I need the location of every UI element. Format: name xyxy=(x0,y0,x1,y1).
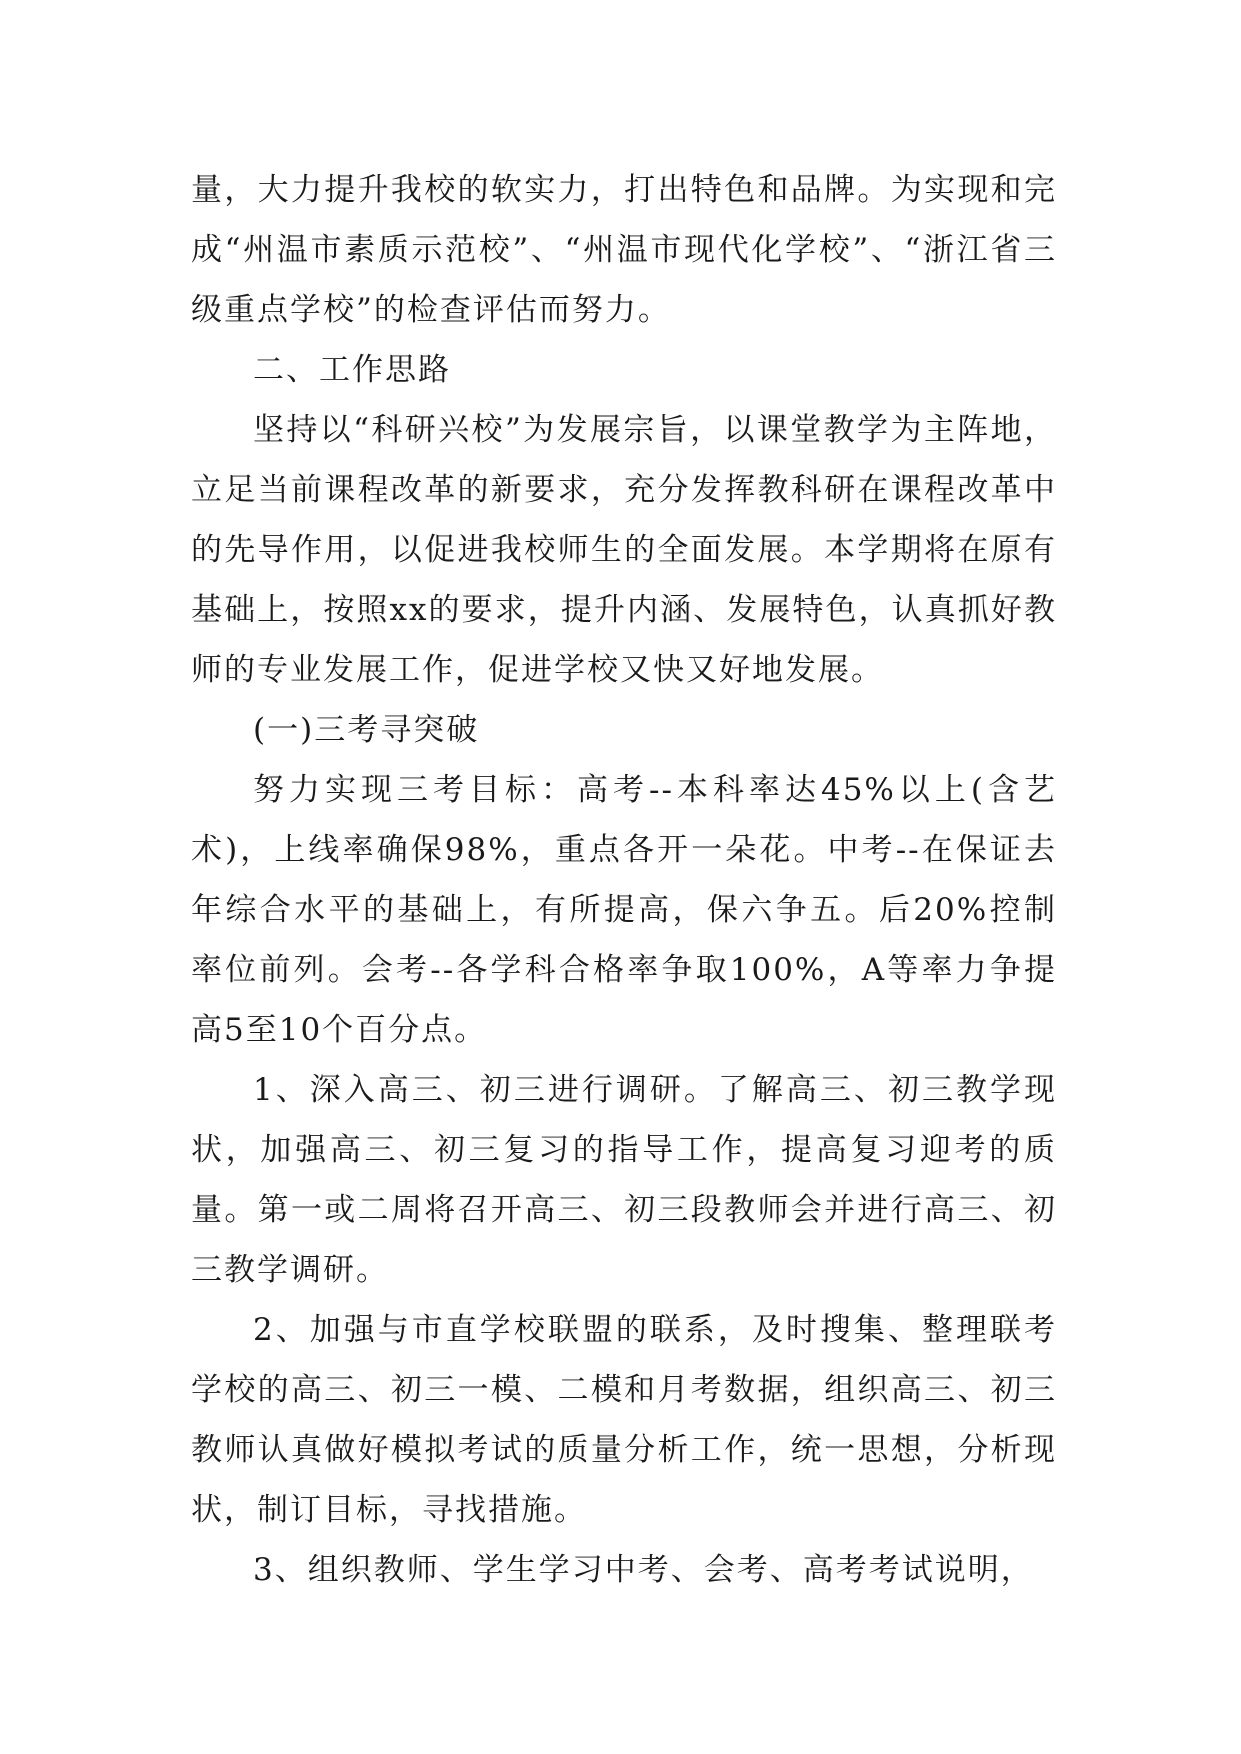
paragraph-1: 量，大力提升我校的软实力，打出特色和品牌。为实现和完成“州温市素质示范校”、“州温市现代化学校”、“浙江省三级重点学校”的检查评估而努力。 xyxy=(191,172,1057,328)
document-body xyxy=(191,160,1057,1600)
list-item-3: 3、组织教师、学生学习中考、会考、高考考试说明， xyxy=(253,1552,1034,1588)
section-heading-work-ideas: 二、工作思路 xyxy=(253,352,451,388)
paragraph-2: 坚持以“科研兴校”为发展宗旨，以课堂教学为主阵地，立足当前课程改革的新要求，充分发挥教科研在课程改革中的先导作用，以促进我校师生的全面发展。本学期将在原有基础上，按照xx的要求，提升内涵、发展特色，认真抓好教师的专业发展工作，促进学校又快又好地发展。 xyxy=(191,412,1057,688)
list-item-1: 1、深入高三、初三进行调研。了解高三、初三教学现状，加强高三、初三复习的指导工作，提高复习迎考的质量。第一或二周将召开高三、初三段教师会并进行高三、初三教学调研。 xyxy=(191,1072,1057,1288)
paragraph-3: 努力实现三考目标：高考--本科率达45%以上(含艺术)，上线率确保98%，重点各开一朵花。中考--在保证去年综合水平的基础上，有所提高，保六争五。后20%控制率位前列。会考--各学科合格率争取100%，A等率力争提高5至10个百分点。 xyxy=(191,772,1057,1048)
list-item-2: 2、加强与市直学校联盟的联系，及时搜集、整理联考学校的高三、初三一模、二模和月考数据，组织高三、初三教师认真做好模拟考试的质量分析工作，统一思想，分析现状，制订目标，寻找措施。 xyxy=(191,1312,1057,1528)
subsection-heading-three-exams: (一)三考寻突破 xyxy=(253,712,480,748)
